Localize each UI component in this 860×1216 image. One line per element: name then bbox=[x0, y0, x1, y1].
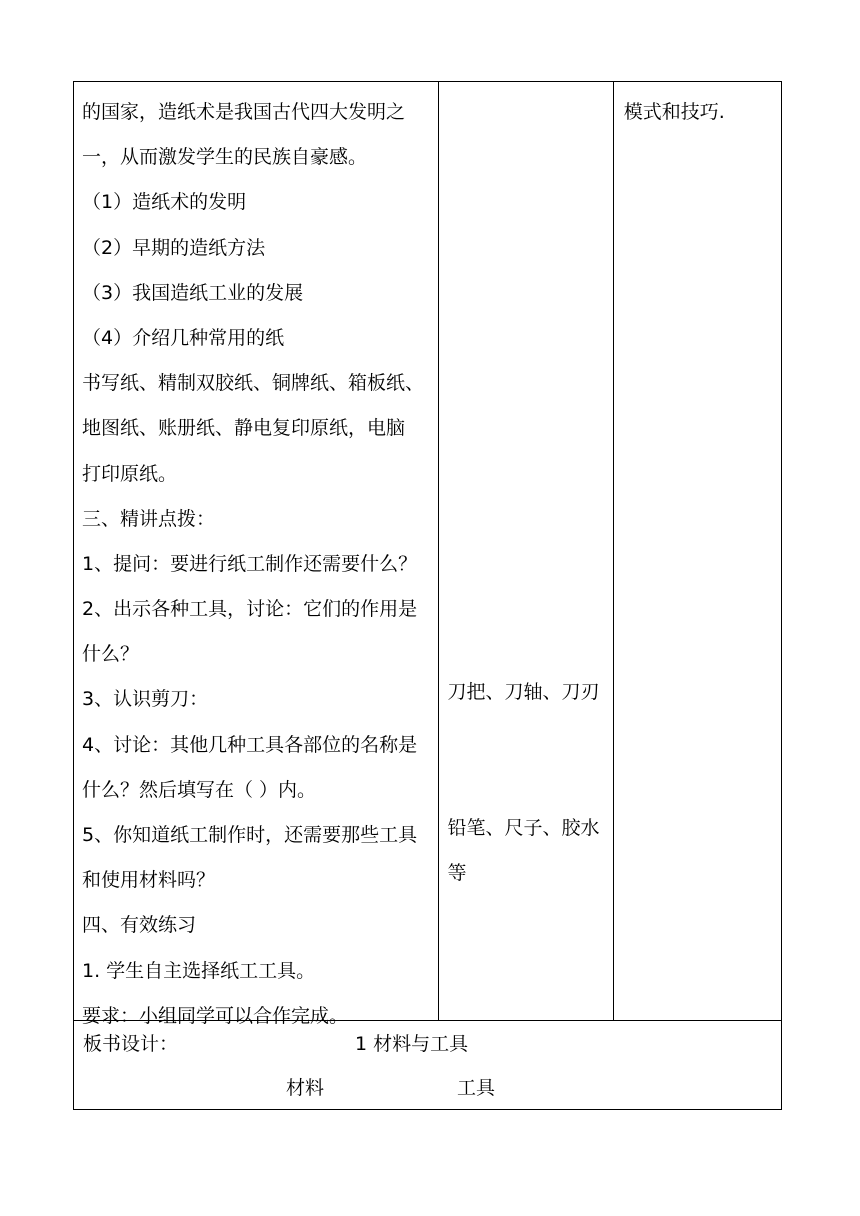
text-line: 4、讨论：其他几种工具各部位的名称是 bbox=[82, 733, 418, 756]
text-line: 什么？然后填写在（ ）内。 bbox=[82, 778, 317, 801]
text-line: 1. 学生自主选择纸工工具。 bbox=[82, 959, 316, 982]
text-line: 的国家，造纸术是我国古代四大发明之 bbox=[82, 101, 406, 123]
text-line: 3、认识剪刀： bbox=[82, 688, 209, 711]
other-tools-text-cont: 等 bbox=[447, 862, 467, 884]
other-tools-text: 铅笔、尺子、胶水 bbox=[447, 817, 600, 839]
scissors-parts-text: 刀把、刀轴、刀刃 bbox=[447, 681, 600, 703]
board-design-row bbox=[74, 1021, 782, 1110]
text-line: （3）我国造纸工业的发展 bbox=[82, 281, 304, 304]
text-line: 书写纸、精制双胶纸、铜牌纸、箱板纸、 bbox=[82, 372, 425, 395]
section-heading: 三、精讲点拨： bbox=[82, 507, 216, 530]
text-line: 一，从而激发学生的民族自豪感。 bbox=[82, 146, 368, 169]
student-activity-cell bbox=[438, 82, 613, 1021]
board-design-cell bbox=[74, 1021, 782, 1110]
text-line: 地图纸、账册纸、静电复印原纸，电脑 bbox=[82, 417, 406, 440]
text-line: （2）早期的造纸方法 bbox=[82, 236, 266, 259]
text-line: 和使用材料吗？ bbox=[82, 869, 216, 892]
text-line: （1）造纸术的发明 bbox=[82, 191, 247, 214]
text-line: 什么？ bbox=[82, 643, 140, 666]
teaching-process-row bbox=[74, 82, 782, 1021]
board-design-title: 1 材料与工具 bbox=[355, 1033, 469, 1055]
design-intent-cell bbox=[613, 82, 781, 1021]
text-line: 2、出示各种工具，讨论：它们的作用是 bbox=[82, 598, 418, 621]
design-intent-text: 模式和技巧. bbox=[623, 101, 725, 123]
board-tools-label: 工具 bbox=[457, 1077, 496, 1099]
text-line: 打印原纸。 bbox=[82, 462, 178, 485]
board-materials-label: 材料 bbox=[286, 1077, 325, 1099]
text-line: 5、你知道纸工制作时，还需要那些工具 bbox=[82, 824, 418, 846]
teaching-content-cell bbox=[74, 82, 439, 1027]
section-heading: 四、有效练习 bbox=[82, 914, 197, 937]
lesson-plan-table bbox=[73, 81, 782, 1110]
text-line: （4）介绍几种常用的纸 bbox=[82, 326, 285, 349]
board-design-label: 板书设计： bbox=[83, 1033, 179, 1055]
text-line: 1、提问：要进行纸工制作还需要什么？ bbox=[82, 552, 418, 575]
text-line: 要求：小组同学可以合作完成。 bbox=[82, 1004, 349, 1027]
